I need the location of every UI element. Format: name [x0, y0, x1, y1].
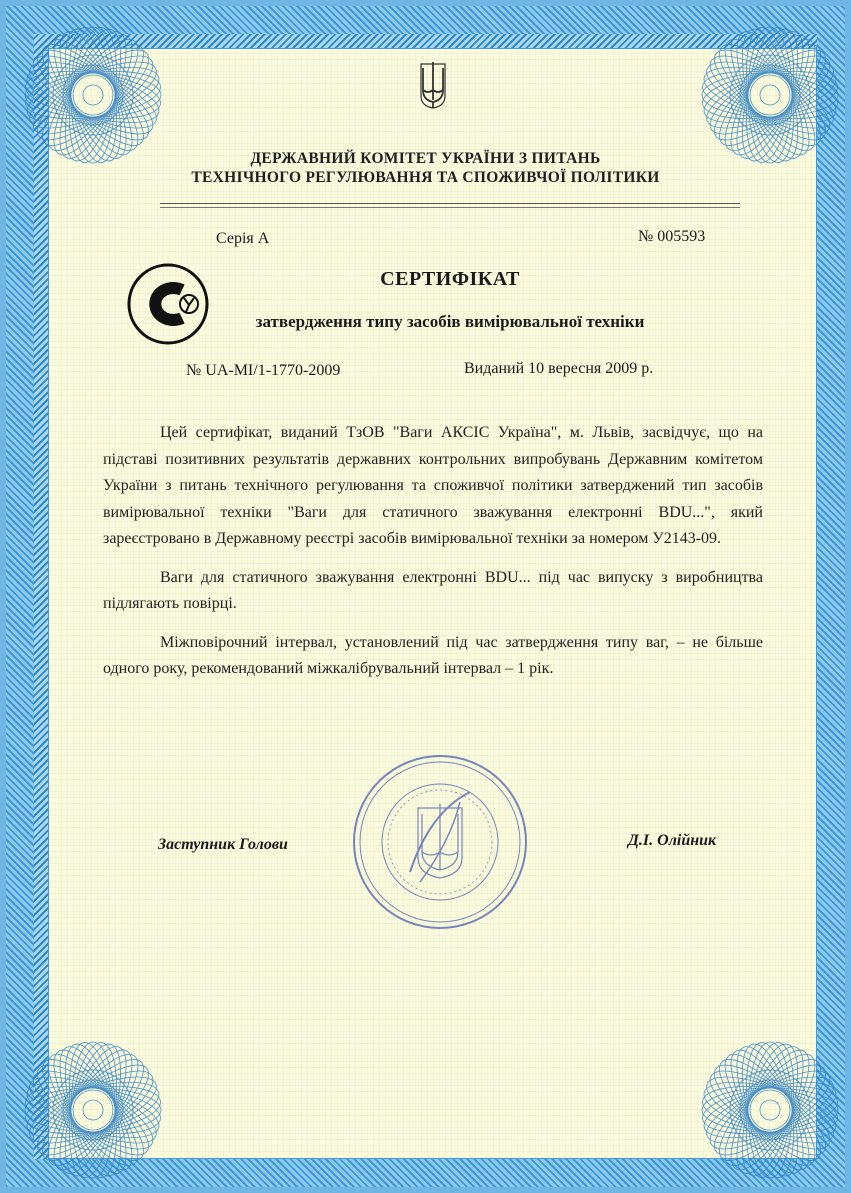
issuer-line-1: ДЕРЖАВНИЙ КОМІТЕТ УКРАЇНИ З ПИТАНЬ [250, 150, 601, 167]
certificate-body [103, 420, 763, 695]
certificate-title: СЕРТИФІКАТ [380, 268, 520, 290]
body-paragraph: Міжповірочний інтервал, установлений під час затвердження типу ваг, – не більше одного року, рекомендований міжкалібрувальний інтервал – 1 рік. [103, 633, 763, 677]
signatory-position: Заступник Голови [158, 836, 288, 853]
corner-rosette-icon [695, 20, 845, 170]
corner-rosette-icon [695, 1035, 845, 1185]
header-divider [160, 203, 740, 204]
certificate-subtitle: затвердження типу засобів вимірювальної техніки [255, 312, 645, 331]
corner-rosette-icon [18, 1035, 168, 1185]
corner-rosette-icon [18, 20, 168, 170]
issuer-line-2: ТЕХНІЧНОГО РЕГУЛЮВАННЯ ТА СПОЖИВЧОЇ ПОЛІТИКИ [191, 169, 660, 186]
body-paragraph: Ваги для статичного зважування електронні BDU... під час випуску з виробництва підлягають повірці. [103, 568, 763, 612]
issue-date: Виданий 10 вересня 2009 р. [464, 360, 654, 377]
official-seal [350, 752, 530, 932]
body-paragraph: Цей сертифікат, виданий ТзОВ "Ваги АКСІС Україна", м. Львів, засвідчує, що на підставі позитивних результатів державних контрольних випробувань Державним комітетом України з питань технічного регулювання та споживчої політики затверджений тип засобів вимірювальної техніки "Ваги для статичного зважування електронні BDU...", який зареєстровано в Державному реєстрі засобів вимірювальної техніки за номером У2143-09. [103, 424, 763, 547]
signatory-name: Д.І. Олійник [628, 832, 717, 849]
header-divider-thin [160, 207, 740, 208]
registration-number: № UA-MI/1-1770-2009 [186, 362, 341, 379]
certificate-series: Серія А [216, 230, 270, 247]
conformity-mark-icon [126, 262, 210, 346]
trident-icon [418, 60, 448, 110]
certificate-number: № 005593 [638, 228, 706, 245]
